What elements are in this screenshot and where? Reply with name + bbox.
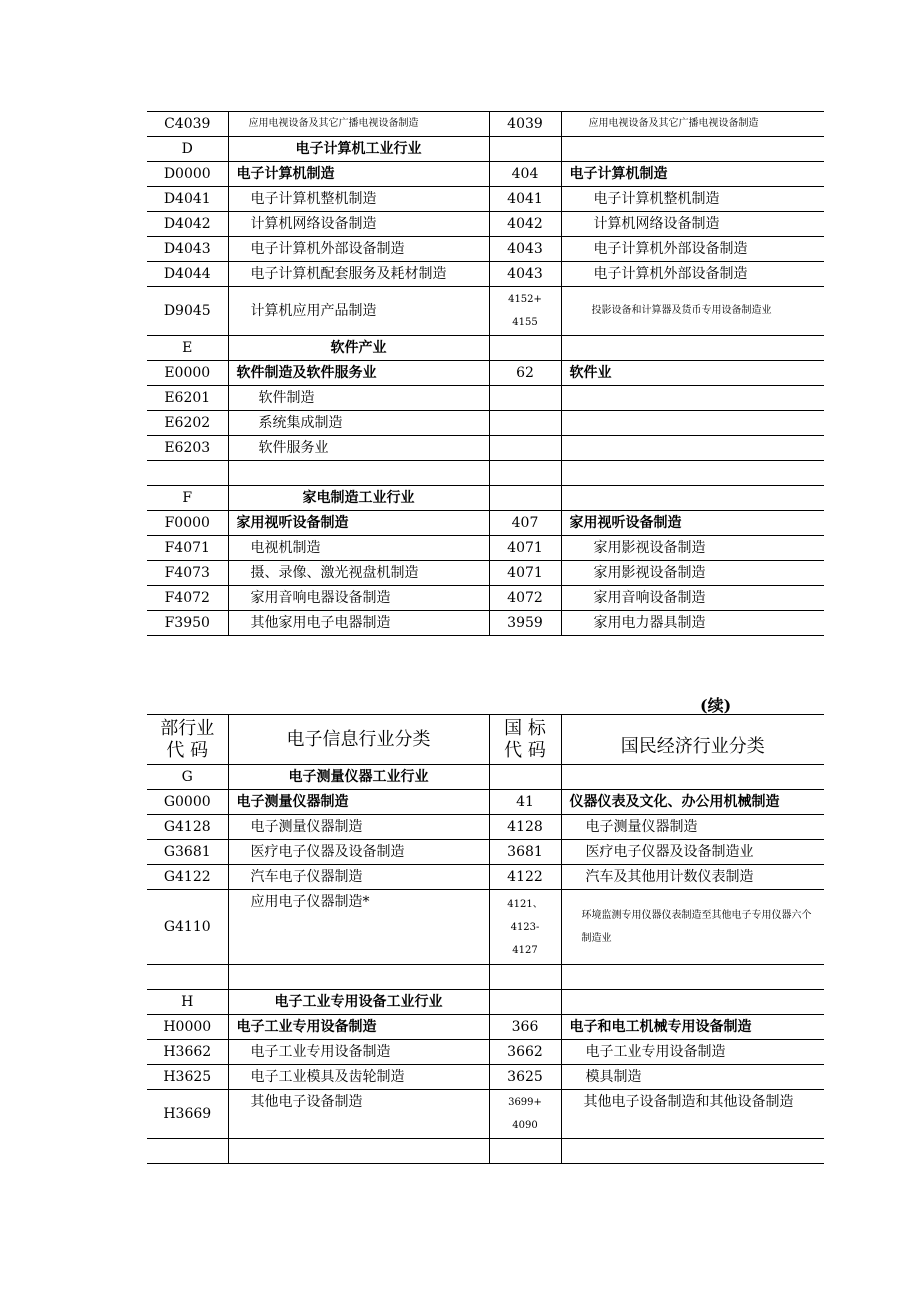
national-name: 模具制造 <box>561 1065 824 1090</box>
national-code <box>489 386 561 411</box>
table-row <box>147 965 824 990</box>
national-name: 医疗电子仪器及设备制造业 <box>561 840 824 865</box>
industry-code: H0000 <box>147 1015 228 1040</box>
table-row <box>147 1065 824 1090</box>
national-name: 电子工业专用设备制造 <box>561 1040 824 1065</box>
header-electronic-classification: 电子信息行业分类 <box>228 715 489 765</box>
industry-name: 软件制造及软件服务业 <box>228 361 489 386</box>
table-row <box>147 486 824 511</box>
industry-code: G4110 <box>147 890 228 965</box>
table-row <box>147 212 824 237</box>
industry-name: 家用视听设备制造 <box>228 511 489 536</box>
industry-code: D4044 <box>147 262 228 287</box>
industry-code: G4122 <box>147 865 228 890</box>
industry-name: 家电制造工业行业 <box>228 486 489 511</box>
industry-name <box>228 1139 489 1164</box>
industry-name: 电子测量仪器工业行业 <box>228 765 489 790</box>
national-name: 电子计算机整机制造 <box>561 187 824 212</box>
industry-name: 系统集成制造 <box>228 411 489 436</box>
table-row <box>147 112 824 137</box>
national-code: 3625 <box>489 1065 561 1090</box>
national-name: 家用影视设备制造 <box>561 536 824 561</box>
table-row <box>147 865 824 890</box>
industry-code: E <box>147 336 228 361</box>
header-national-classification: 国民经济行业分类 <box>561 715 824 765</box>
national-name <box>561 336 824 361</box>
table-row <box>147 611 824 636</box>
national-code: 3699+ 4090 <box>489 1090 561 1139</box>
industry-name: 计算机网络设备制造 <box>228 212 489 237</box>
industry-code: D4042 <box>147 212 228 237</box>
industry-code: E0000 <box>147 361 228 386</box>
national-code <box>489 411 561 436</box>
national-code: 3662 <box>489 1040 561 1065</box>
national-code <box>489 137 561 162</box>
industry-code: G4128 <box>147 815 228 840</box>
national-code <box>489 990 561 1015</box>
industry-name: 电子计算机制造 <box>228 162 489 187</box>
national-name: 汽车及其他用计数仪表制造 <box>561 865 824 890</box>
national-code: 4128 <box>489 815 561 840</box>
industry-code: E6202 <box>147 411 228 436</box>
national-name: 电子计算机外部设备制造 <box>561 262 824 287</box>
national-code: 4152+ 4155 <box>489 287 561 336</box>
industry-name: 软件制造 <box>228 386 489 411</box>
industry-code: H3662 <box>147 1040 228 1065</box>
industry-name: 电子计算机整机制造 <box>228 187 489 212</box>
national-name: 家用音响设备制造 <box>561 586 824 611</box>
industry-code: H <box>147 990 228 1015</box>
table-row <box>147 386 824 411</box>
national-name: 仪器仪表及文化、办公用机械制造 <box>561 790 824 815</box>
national-code: 4072 <box>489 586 561 611</box>
national-name <box>561 965 824 990</box>
national-code: 4043 <box>489 262 561 287</box>
industry-name: 应用电子仪器制造* <box>228 890 489 965</box>
national-code: 4071 <box>489 561 561 586</box>
header-industry-code: 部行业 代 码 <box>147 715 228 765</box>
industry-code <box>147 965 228 990</box>
national-name: 应用电视设备及其它广播电视设备制造 <box>561 112 824 137</box>
industry-name: 其他家用电子电器制造 <box>228 611 489 636</box>
national-name: 电子测量仪器制造 <box>561 815 824 840</box>
table-row <box>147 187 824 212</box>
national-name <box>561 1139 824 1164</box>
table-row <box>147 336 824 361</box>
table-row <box>147 1090 824 1139</box>
industry-name: 电子工业专用设备工业行业 <box>228 990 489 1015</box>
table-row <box>147 990 824 1015</box>
industry-code: F4073 <box>147 561 228 586</box>
national-code: 41 <box>489 790 561 815</box>
industry-name <box>228 461 489 486</box>
industry-name: 软件产业 <box>228 336 489 361</box>
national-name: 家用视听设备制造 <box>561 511 824 536</box>
national-code: 3681 <box>489 840 561 865</box>
table-row <box>147 1040 824 1065</box>
national-name: 电子计算机外部设备制造 <box>561 237 824 262</box>
industry-name: 汽车电子仪器制造 <box>228 865 489 890</box>
header-national-code: 国 标 代 码 <box>489 715 561 765</box>
national-name: 其他电子设备制造和其他设备制造 <box>561 1090 824 1139</box>
national-name <box>561 486 824 511</box>
table-row <box>147 411 824 436</box>
industry-code: H3669 <box>147 1090 228 1139</box>
table-row <box>147 1139 824 1164</box>
national-code: 4122 <box>489 865 561 890</box>
industry-name: 摄、录像、激光视盘机制造 <box>228 561 489 586</box>
table-row <box>147 586 824 611</box>
industry-code: D4041 <box>147 187 228 212</box>
national-code: 4121、 4123- 4127 <box>489 890 561 965</box>
national-code <box>489 336 561 361</box>
industry-code: D0000 <box>147 162 228 187</box>
national-code: 4042 <box>489 212 561 237</box>
industry-name: 电子计算机配套服务及耗材制造 <box>228 262 489 287</box>
industry-code: E6201 <box>147 386 228 411</box>
national-name: 软件业 <box>561 361 824 386</box>
national-name: 投影设备和计算器及货币专用设备制造业 <box>561 287 824 336</box>
table-row <box>147 765 824 790</box>
national-name <box>561 386 824 411</box>
table-row <box>147 361 824 386</box>
industry-name: 电子工业专用设备制造 <box>228 1040 489 1065</box>
table-row <box>147 561 824 586</box>
national-name: 家用电力器具制造 <box>561 611 824 636</box>
national-code: 3959 <box>489 611 561 636</box>
national-code <box>489 461 561 486</box>
table-row <box>147 840 824 865</box>
national-code: 4071 <box>489 536 561 561</box>
national-name <box>561 461 824 486</box>
national-name <box>561 137 824 162</box>
industry-code: F0000 <box>147 511 228 536</box>
national-code: 62 <box>489 361 561 386</box>
industry-name: 电视机制造 <box>228 536 489 561</box>
national-name <box>561 765 824 790</box>
national-code <box>489 436 561 461</box>
national-code: 366 <box>489 1015 561 1040</box>
table-row <box>147 436 824 461</box>
table-row <box>147 511 824 536</box>
table-row <box>147 536 824 561</box>
industry-name: 电子测量仪器制造 <box>228 815 489 840</box>
table-header-row <box>147 715 824 765</box>
industry-name: 电子计算机外部设备制造 <box>228 237 489 262</box>
table-row <box>147 262 824 287</box>
industry-name: 电子工业专用设备制造 <box>228 1015 489 1040</box>
national-name <box>561 411 824 436</box>
industry-code: E6203 <box>147 436 228 461</box>
national-name <box>561 436 824 461</box>
national-name: 家用影视设备制造 <box>561 561 824 586</box>
industry-name <box>228 965 489 990</box>
national-name: 计算机网络设备制造 <box>561 212 824 237</box>
industry-code: F <box>147 486 228 511</box>
national-code: 4041 <box>489 187 561 212</box>
industry-name: 应用电视设备及其它广播电视设备制造 <box>228 112 489 137</box>
national-code: 407 <box>489 511 561 536</box>
table-row <box>147 890 824 965</box>
industry-code: F4071 <box>147 536 228 561</box>
national-code: 404 <box>489 162 561 187</box>
industry-code: G0000 <box>147 790 228 815</box>
industry-name: 软件服务业 <box>228 436 489 461</box>
table-row <box>147 137 824 162</box>
industry-table-1 <box>147 111 824 636</box>
national-code <box>489 965 561 990</box>
national-name <box>561 990 824 1015</box>
industry-table-2 <box>147 714 824 1164</box>
table-row <box>147 815 824 840</box>
industry-code: F4072 <box>147 586 228 611</box>
industry-code: H3625 <box>147 1065 228 1090</box>
table-row <box>147 461 824 486</box>
continued-label: (续) <box>700 696 732 715</box>
industry-name: 电子工业模具及齿轮制造 <box>228 1065 489 1090</box>
national-code <box>489 765 561 790</box>
industry-name: 计算机应用产品制造 <box>228 287 489 336</box>
industry-code: D <box>147 137 228 162</box>
national-code <box>489 1139 561 1164</box>
national-code <box>489 486 561 511</box>
national-code: 4039 <box>489 112 561 137</box>
industry-code: C4039 <box>147 112 228 137</box>
industry-name: 电子测量仪器制造 <box>228 790 489 815</box>
table-row <box>147 162 824 187</box>
industry-code: D4043 <box>147 237 228 262</box>
national-name: 环境监测专用仪器仪表制造至其他电子专用仪器六个制造业 <box>561 890 824 965</box>
table-row <box>147 287 824 336</box>
industry-code: G3681 <box>147 840 228 865</box>
table-row <box>147 237 824 262</box>
industry-code <box>147 461 228 486</box>
table-row <box>147 1015 824 1040</box>
industry-code: D9045 <box>147 287 228 336</box>
national-name: 电子计算机制造 <box>561 162 824 187</box>
industry-name: 电子计算机工业行业 <box>228 137 489 162</box>
national-code: 4043 <box>489 237 561 262</box>
industry-name: 家用音响电器设备制造 <box>228 586 489 611</box>
industry-code: G <box>147 765 228 790</box>
national-name: 电子和电工机械专用设备制造 <box>561 1015 824 1040</box>
industry-name: 其他电子设备制造 <box>228 1090 489 1139</box>
industry-code <box>147 1139 228 1164</box>
industry-name: 医疗电子仪器及设备制造 <box>228 840 489 865</box>
industry-code: F3950 <box>147 611 228 636</box>
table-row <box>147 790 824 815</box>
